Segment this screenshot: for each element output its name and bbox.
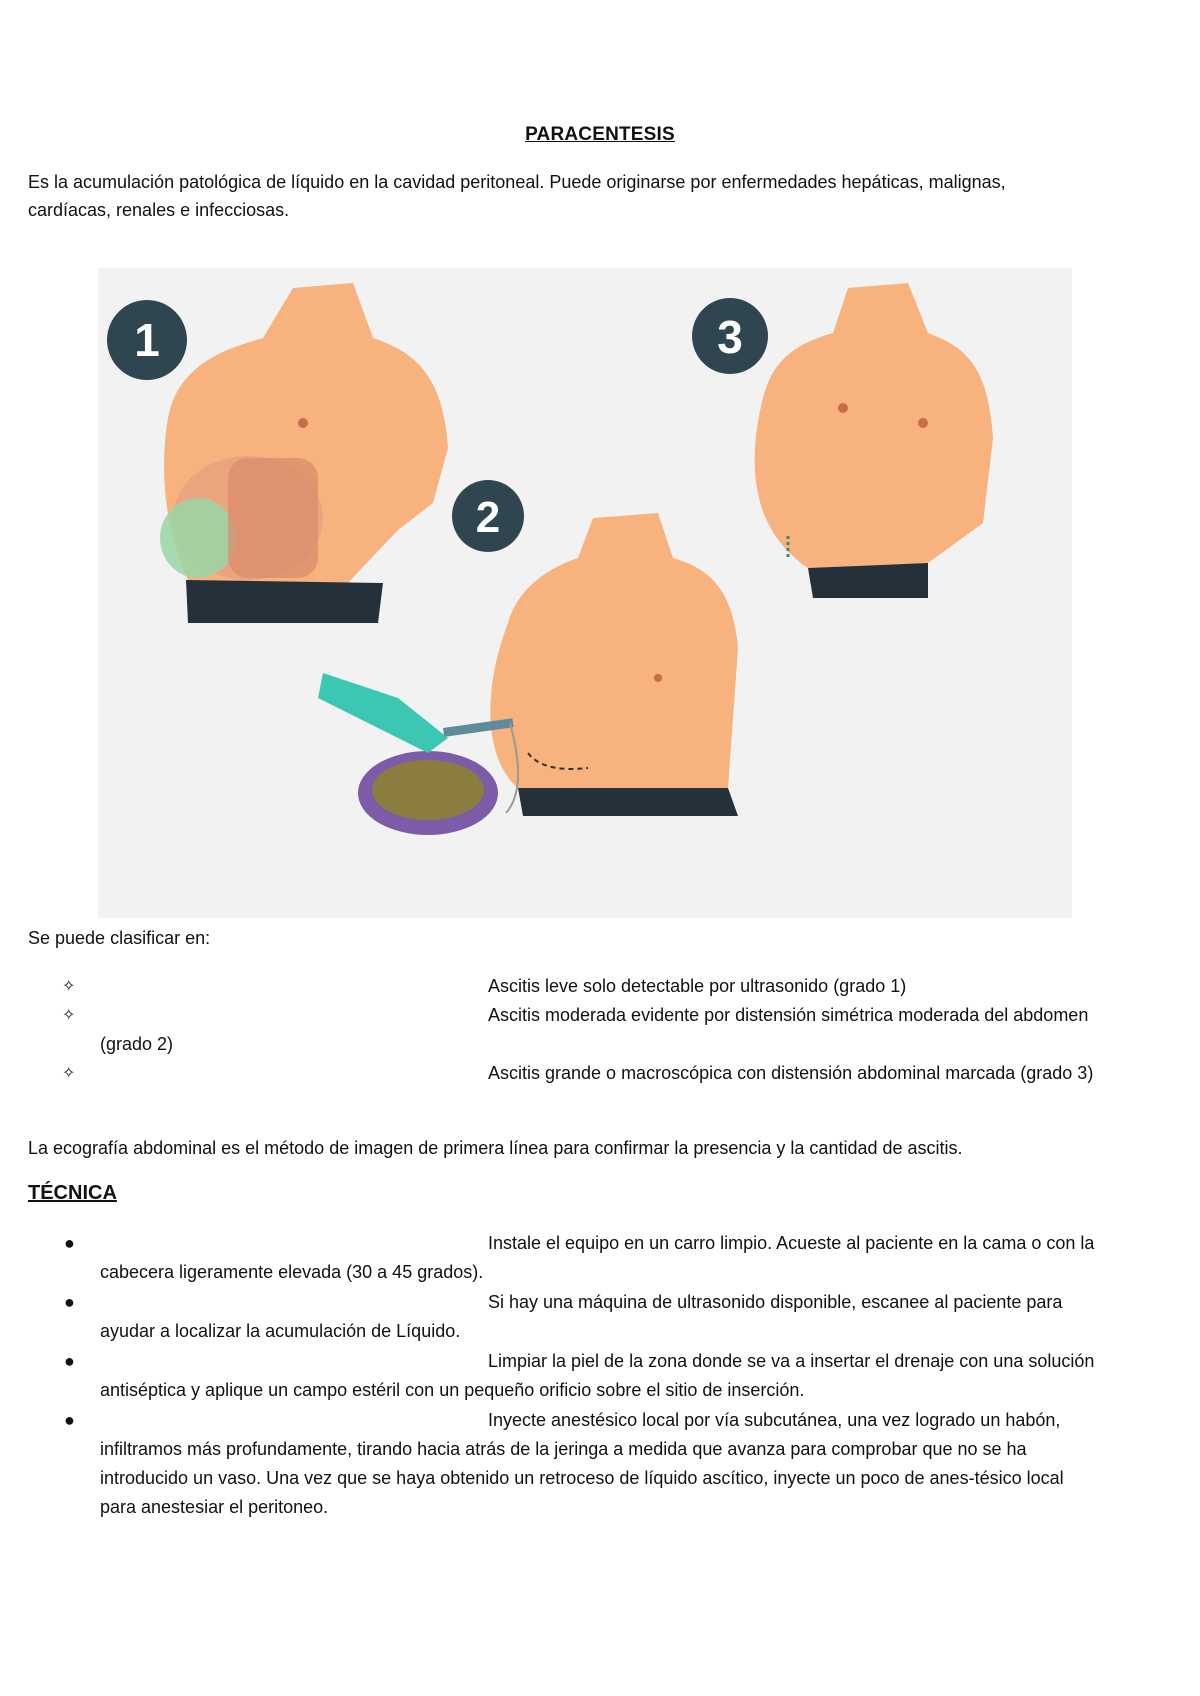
svg-text:2: 2 xyxy=(475,493,501,542)
list-item xyxy=(28,1347,1098,1405)
grade-text: Ascitis moderada evidente por distensión simétrica moderada del abdomen (grado 2) xyxy=(100,1005,1089,1054)
diamond-bullet-icon: ✧ xyxy=(62,1007,76,1024)
technique-heading: TÉCNICA xyxy=(28,1182,117,1204)
bullet-dot-icon: ● xyxy=(64,1233,75,1253)
step-text: Instale el equipo en un carro limpio. Acueste al paciente en la cama o con la cabecera ligeramente elevada (30 a 45 grados). xyxy=(100,1233,1095,1282)
grade-text: Ascitis leve solo detectable por ultrasonido (grado 1) xyxy=(488,976,907,996)
list-item xyxy=(28,1059,1098,1088)
svg-text:1: 1 xyxy=(134,314,160,366)
diamond-bullet-icon: ✧ xyxy=(62,978,76,995)
list-item xyxy=(28,1001,1098,1059)
torso-procedure-figure xyxy=(318,513,738,835)
torso-ascitis-figure xyxy=(160,283,448,623)
list-item xyxy=(28,1288,1098,1346)
svg-text:3: 3 xyxy=(717,311,743,363)
grade-list xyxy=(28,972,1098,1088)
torso-result-figure xyxy=(755,283,993,598)
diamond-bullet-icon: ✧ xyxy=(62,1065,76,1082)
step-text: Si hay una máquina de ultrasonido disponible, escanee al paciente para ayudar a localizar la acumulación de Líquido. xyxy=(100,1292,1063,1341)
step-badge-3 xyxy=(692,298,768,374)
list-item xyxy=(28,972,1098,1001)
technique-steps-list xyxy=(28,1229,1098,1523)
classification-label: Se puede clasificar en: xyxy=(28,928,211,948)
step-badge-2 xyxy=(452,480,524,552)
bullet-dot-icon: ● xyxy=(64,1351,75,1371)
step-text: Inyecte anestésico local por vía subcutánea, una vez logrado un habón, infiltramos más profundamente, tirando hacia atrás de la jeringa a medida que avanza para comprobar que no se ha introducido un vaso. Una vez que se haya obtenido un retroceso de líquido ascítico, inyecte un poco de anes-tésico local para anestesiar el peritoneo. xyxy=(100,1410,1064,1517)
bullet-dot-icon: ● xyxy=(64,1292,75,1312)
paracentesis-illustration xyxy=(98,268,1072,918)
list-item xyxy=(28,1229,1098,1287)
step-badge-1 xyxy=(107,300,187,380)
grade-text: Ascitis grande o macroscópica con distensión abdominal marcada (grado 3) xyxy=(488,1063,1094,1083)
document-title: PARACENTESIS xyxy=(525,124,675,145)
bullet-dot-icon: ● xyxy=(64,1410,75,1430)
intro-paragraph: Es la acumulación patológica de líquido en la cavidad peritoneal. Puede originarse por enfermedades hepáticas, malignas, cardíacas, renales e infecciosas. xyxy=(28,172,1006,220)
ultrasound-note: La ecografía abdominal es el método de imagen de primera línea para confirmar la presencia y la cantidad de ascitis. xyxy=(28,1138,963,1158)
step-text: Limpiar la piel de la zona donde se va a insertar el drenaje con una solución antiséptica y aplique un campo estéril con un pequeño orificio sobre el sitio de inserción. xyxy=(100,1351,1095,1400)
list-item xyxy=(28,1406,1098,1522)
